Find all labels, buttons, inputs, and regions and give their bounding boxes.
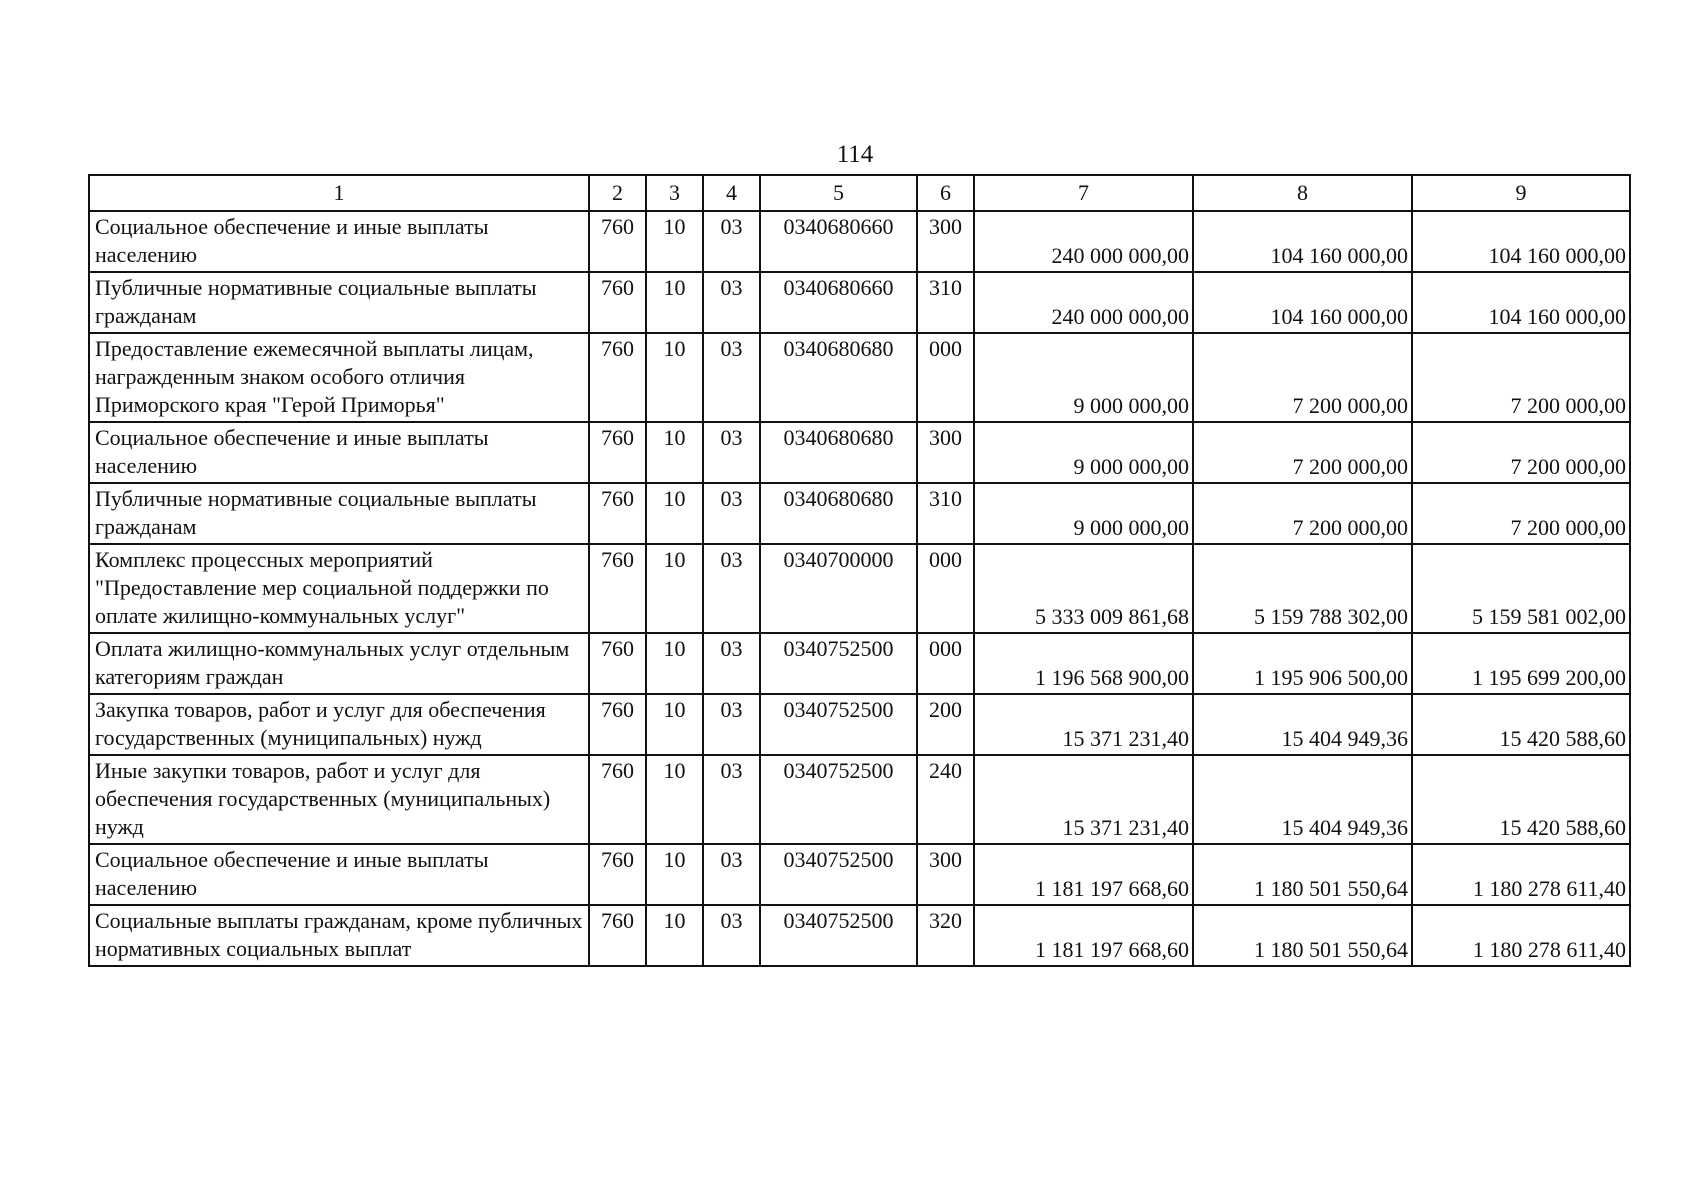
target-article-cell: 0340752500 (760, 694, 917, 755)
ministry-code-cell: 760 (589, 272, 646, 333)
expense-type-cell: 000 (917, 333, 974, 422)
amount-col7-cell: 1 181 197 668,60 (974, 905, 1193, 966)
subsection-code-cell: 03 (703, 272, 760, 333)
expense-type-cell: 000 (917, 544, 974, 633)
expense-type-cell: 300 (917, 422, 974, 483)
section-code-cell: 10 (646, 633, 703, 694)
table-row (89, 483, 1630, 544)
amount-col7-cell: 15 371 231,40 (974, 694, 1193, 755)
row-name-cell: Иные закупки товаров, работ и услуг для обеспечения государственных (муниципальных) нужд (89, 755, 589, 844)
target-article-cell: 0340752500 (760, 844, 917, 905)
table-row (89, 544, 1630, 633)
amount-col7-cell: 9 000 000,00 (974, 483, 1193, 544)
subsection-code-cell: 03 (703, 694, 760, 755)
section-code-cell: 10 (646, 272, 703, 333)
column-header: 2 (589, 175, 646, 211)
amount-col8-cell: 1 180 501 550,64 (1193, 905, 1412, 966)
amount-col7-cell: 15 371 231,40 (974, 755, 1193, 844)
table-row (89, 694, 1630, 755)
amount-col8-cell: 7 200 000,00 (1193, 333, 1412, 422)
row-name-cell: Публичные нормативные социальные выплаты гражданам (89, 483, 589, 544)
column-header: 8 (1193, 175, 1412, 211)
subsection-code-cell: 03 (703, 844, 760, 905)
column-header: 9 (1412, 175, 1630, 211)
subsection-code-cell: 03 (703, 211, 760, 272)
amount-col7-cell: 240 000 000,00 (974, 211, 1193, 272)
ministry-code-cell: 760 (589, 422, 646, 483)
amount-col8-cell: 5 159 788 302,00 (1193, 544, 1412, 633)
subsection-code-cell: 03 (703, 905, 760, 966)
column-header: 1 (89, 175, 589, 211)
target-article-cell: 0340680680 (760, 422, 917, 483)
section-code-cell: 10 (646, 844, 703, 905)
row-name-cell: Закупка товаров, работ и услуг для обеспечения государственных (муниципальных) нужд (89, 694, 589, 755)
ministry-code-cell: 760 (589, 694, 646, 755)
ministry-code-cell: 760 (589, 544, 646, 633)
amount-col9-cell: 104 160 000,00 (1412, 211, 1630, 272)
section-code-cell: 10 (646, 422, 703, 483)
table-row (89, 844, 1630, 905)
amount-col9-cell: 1 180 278 611,40 (1412, 844, 1630, 905)
target-article-cell: 0340680680 (760, 483, 917, 544)
row-name-cell: Социальные выплаты гражданам, кроме публичных нормативных социальных выплат (89, 905, 589, 966)
row-name-cell: Предоставление ежемесячной выплаты лицам, награжденным знаком особого отличия Приморского края "Герой Приморья" (89, 333, 589, 422)
subsection-code-cell: 03 (703, 333, 760, 422)
amount-col7-cell: 1 181 197 668,60 (974, 844, 1193, 905)
table-row (89, 272, 1630, 333)
row-name-cell: Социальное обеспечение и иные выплаты населению (89, 422, 589, 483)
row-name-cell: Социальное обеспечение и иные выплаты населению (89, 211, 589, 272)
expense-type-cell: 200 (917, 694, 974, 755)
row-name-cell: Публичные нормативные социальные выплаты гражданам (89, 272, 589, 333)
target-article-cell: 0340752500 (760, 755, 917, 844)
section-code-cell: 10 (646, 544, 703, 633)
column-header: 4 (703, 175, 760, 211)
table-row (89, 905, 1630, 966)
column-header: 6 (917, 175, 974, 211)
amount-col8-cell: 1 195 906 500,00 (1193, 633, 1412, 694)
amount-col9-cell: 15 420 588,60 (1412, 755, 1630, 844)
amount-col9-cell: 5 159 581 002,00 (1412, 544, 1630, 633)
row-name-cell: Комплекс процессных мероприятий "Предоставление мер социальной поддержки по оплате жилищно-коммунальных услуг" (89, 544, 589, 633)
target-article-cell: 0340752500 (760, 905, 917, 966)
subsection-code-cell: 03 (703, 483, 760, 544)
section-code-cell: 10 (646, 755, 703, 844)
expense-type-cell: 000 (917, 633, 974, 694)
ministry-code-cell: 760 (589, 633, 646, 694)
amount-col9-cell: 7 200 000,00 (1412, 483, 1630, 544)
table-header-row (89, 175, 1630, 211)
amount-col9-cell: 104 160 000,00 (1412, 272, 1630, 333)
table-row (89, 211, 1630, 272)
expense-type-cell: 300 (917, 844, 974, 905)
table-row (89, 333, 1630, 422)
expense-type-cell: 240 (917, 755, 974, 844)
row-name-cell: Социальное обеспечение и иные выплаты населению (89, 844, 589, 905)
amount-col7-cell: 1 196 568 900,00 (974, 633, 1193, 694)
column-header: 5 (760, 175, 917, 211)
amount-col8-cell: 7 200 000,00 (1193, 422, 1412, 483)
section-code-cell: 10 (646, 211, 703, 272)
amount-col8-cell: 1 180 501 550,64 (1193, 844, 1412, 905)
amount-col8-cell: 15 404 949,36 (1193, 755, 1412, 844)
section-code-cell: 10 (646, 483, 703, 544)
target-article-cell: 0340700000 (760, 544, 917, 633)
section-code-cell: 10 (646, 333, 703, 422)
amount-col9-cell: 7 200 000,00 (1412, 422, 1630, 483)
amount-col8-cell: 104 160 000,00 (1193, 211, 1412, 272)
expense-type-cell: 310 (917, 272, 974, 333)
ministry-code-cell: 760 (589, 333, 646, 422)
target-article-cell: 0340680660 (760, 211, 917, 272)
ministry-code-cell: 760 (589, 755, 646, 844)
ministry-code-cell: 760 (589, 844, 646, 905)
amount-col8-cell: 15 404 949,36 (1193, 694, 1412, 755)
page-number: 114 (836, 141, 874, 168)
ministry-code-cell: 760 (589, 905, 646, 966)
target-article-cell: 0340680660 (760, 272, 917, 333)
section-code-cell: 10 (646, 905, 703, 966)
amount-col8-cell: 104 160 000,00 (1193, 272, 1412, 333)
amount-col7-cell: 9 000 000,00 (974, 422, 1193, 483)
expense-type-cell: 300 (917, 211, 974, 272)
column-header: 3 (646, 175, 703, 211)
table-row (89, 422, 1630, 483)
ministry-code-cell: 760 (589, 483, 646, 544)
expense-type-cell: 320 (917, 905, 974, 966)
ministry-code-cell: 760 (589, 211, 646, 272)
target-article-cell: 0340680680 (760, 333, 917, 422)
amount-col9-cell: 15 420 588,60 (1412, 694, 1630, 755)
table-row (89, 633, 1630, 694)
amount-col7-cell: 5 333 009 861,68 (974, 544, 1193, 633)
subsection-code-cell: 03 (703, 544, 760, 633)
amount-col9-cell: 7 200 000,00 (1412, 333, 1630, 422)
row-name-cell: Оплата жилищно-коммунальных услуг отдельным категориям граждан (89, 633, 589, 694)
expense-type-cell: 310 (917, 483, 974, 544)
table-row (89, 755, 1630, 844)
amount-col8-cell: 7 200 000,00 (1193, 483, 1412, 544)
subsection-code-cell: 03 (703, 633, 760, 694)
amount-col9-cell: 1 195 699 200,00 (1412, 633, 1630, 694)
budget-table (88, 174, 1631, 967)
amount-col7-cell: 9 000 000,00 (974, 333, 1193, 422)
subsection-code-cell: 03 (703, 755, 760, 844)
column-header: 7 (974, 175, 1193, 211)
target-article-cell: 0340752500 (760, 633, 917, 694)
subsection-code-cell: 03 (703, 422, 760, 483)
section-code-cell: 10 (646, 694, 703, 755)
amount-col9-cell: 1 180 278 611,40 (1412, 905, 1630, 966)
amount-col7-cell: 240 000 000,00 (974, 272, 1193, 333)
